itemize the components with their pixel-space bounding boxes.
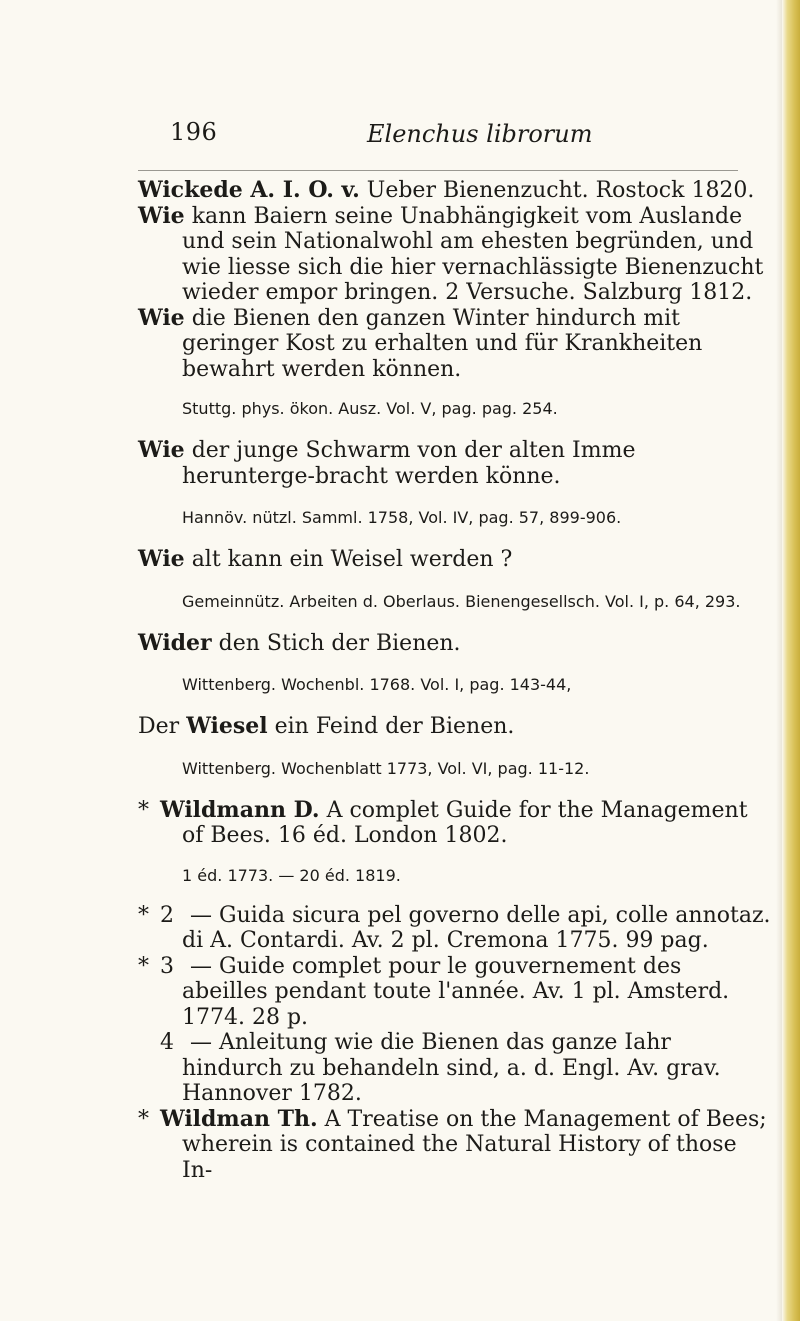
- entry-wie-schwarm: Wie der junge Schwarm von der alten Imme herunterge-bracht werden könne.: [138, 437, 636, 489]
- page-number: 196: [170, 118, 218, 146]
- source-note: Wittenberg. Wochenbl. 1768. Vol. I, pag. 143-44,: [182, 675, 572, 694]
- entry-wie-weisel: Wie alt kann ein Weisel werden ?: [138, 546, 513, 572]
- source-note: Stuttg. phys. ökon. Ausz. Vol. V, pag. pag. 254.: [182, 399, 558, 418]
- running-title: Elenchus librorum: [367, 120, 593, 148]
- source-note: Gemeinnütz. Arbeiten d. Oberlaus. Bienengesellsch. Vol. I, p. 64, 293.: [182, 591, 741, 611]
- source-note: 1 éd. 1773. — 20 éd. 1819.: [182, 865, 401, 885]
- page-header: [0, 118, 800, 158]
- page-edge: [782, 0, 800, 1321]
- bibliography-list: [138, 178, 773, 1183]
- entry-wiesel: Der Wiesel ein Feind der Bienen.: [138, 713, 515, 739]
- entry-wildmann-2: * 2 — Guida sicura pel governo delle api, colle annotaz. di A. Contardi. Av. 2 pl. Cremona 1775. 99 pag.: [138, 902, 771, 953]
- source-note: Hannöv. nützl. Samml. 1758, Vol. IV, pag. 57, 899-906.: [182, 508, 622, 527]
- entry-wie-winter: Wie die Bienen den ganzen Winter hindurch mit geringer Kost zu erhalten und für Krankheiten bewahrt werden können.: [138, 304, 703, 382]
- entry-wickede: Wickede A. I. O. v. Ueber Bienenzucht. Rostock 1820.: [138, 177, 755, 203]
- header-rule: [138, 170, 738, 171]
- entry-wider: Wider den Stich der Bienen.: [138, 629, 461, 656]
- source-note: Wittenberg. Wochenblatt 1773, Vol. VI, pag. 11-12.: [182, 758, 590, 778]
- entry-wildman-th: * Wildman Th. A Treatise on the Management of Bees; wherein is contained the Natural History of those In-: [138, 1105, 767, 1183]
- entry-wie-baiern: Wie kann Baiern seine Unabhängigkeit vom Auslande und sein Nationalwohl am ehesten begründen, und wie liesse sich die hier vernachlässigte Bienenzucht wieder empor bringen. 2 Versuche. Salzburg 1812.: [138, 202, 764, 305]
- entry-wildmann-d: * Wildmann D. A complet Guide for the Management of Bees. 16 éd. London 1802.: [138, 796, 748, 848]
- entry-wildmann-3: * 3 — Guide complet pour le gouvernement des abeilles pendant toute l'année. Av. 1 pl. Amsterd. 1774. 28 p.: [138, 953, 730, 1030]
- entry-wildmann-4: 4 — Anleitung wie die Bienen das ganze Iahr hindurch zu behandeln sind, a. d. Engl. Av. grav. Hannover 1782.: [160, 1030, 721, 1106]
